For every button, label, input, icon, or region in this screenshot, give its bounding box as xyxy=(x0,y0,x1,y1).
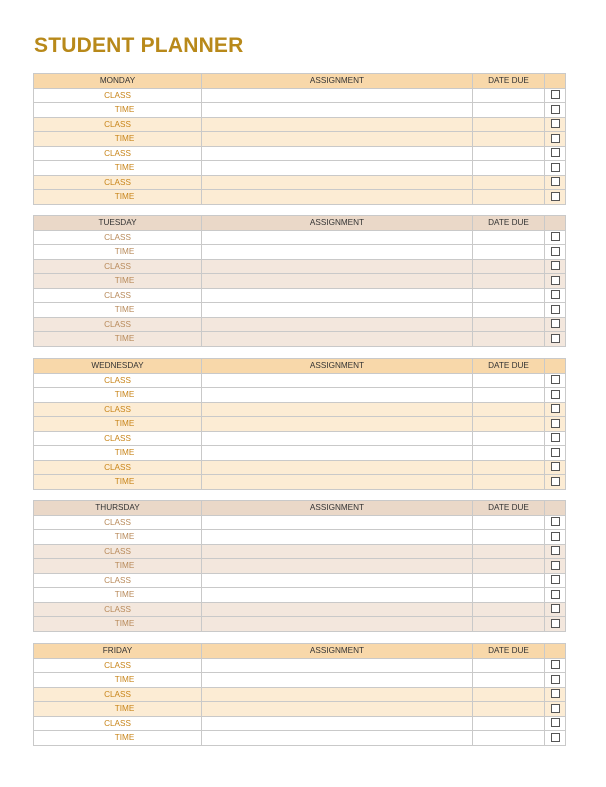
assignment-cell[interactable] xyxy=(202,446,473,461)
table-row xyxy=(34,716,566,731)
table-row xyxy=(34,146,566,161)
assignment-header: ASSIGNMENT xyxy=(202,644,473,659)
done-checkbox[interactable] xyxy=(551,604,560,613)
date-due-cell[interactable] xyxy=(473,716,545,731)
done-checkbox[interactable] xyxy=(551,232,560,241)
date-due-cell[interactable] xyxy=(473,658,545,673)
done-checkbox[interactable] xyxy=(551,404,560,413)
table-row xyxy=(34,190,566,205)
class-label: CLASS xyxy=(34,687,202,702)
class-label: CLASS xyxy=(34,402,202,417)
date-due-cell[interactable] xyxy=(473,103,545,118)
done-checkbox[interactable] xyxy=(551,462,560,471)
date-due-cell[interactable] xyxy=(473,731,545,746)
check-cell xyxy=(545,230,566,245)
time-label: TIME xyxy=(34,588,202,603)
day-table-wednesday xyxy=(33,358,566,490)
table-row xyxy=(34,303,566,318)
assignment-cell[interactable] xyxy=(202,475,473,490)
date-due-cell[interactable] xyxy=(473,417,545,432)
done-checkbox[interactable] xyxy=(551,305,560,314)
check-cell xyxy=(545,687,566,702)
day-header: TUESDAY xyxy=(34,216,202,231)
date-due-cell[interactable] xyxy=(473,132,545,147)
done-checkbox[interactable] xyxy=(551,718,560,727)
date-due-header: DATE DUE xyxy=(473,359,545,374)
check-cell xyxy=(545,103,566,118)
assignment-cell[interactable] xyxy=(202,332,473,347)
date-due-cell[interactable] xyxy=(473,373,545,388)
check-header xyxy=(545,501,566,516)
check-header xyxy=(545,216,566,231)
done-checkbox[interactable] xyxy=(551,192,560,201)
assignment-cell[interactable] xyxy=(202,117,473,132)
table-row xyxy=(34,417,566,432)
check-cell xyxy=(545,573,566,588)
table-row xyxy=(34,332,566,347)
date-due-cell[interactable] xyxy=(473,446,545,461)
time-label: TIME xyxy=(34,332,202,347)
day-header: THURSDAY xyxy=(34,501,202,516)
date-due-cell[interactable] xyxy=(473,588,545,603)
table-row xyxy=(34,544,566,559)
assignment-header: ASSIGNMENT xyxy=(202,501,473,516)
class-label: CLASS xyxy=(34,460,202,475)
check-cell xyxy=(545,475,566,490)
time-label: TIME xyxy=(34,274,202,289)
done-checkbox[interactable] xyxy=(551,90,560,99)
assignment-cell[interactable] xyxy=(202,617,473,632)
day-header: FRIDAY xyxy=(34,644,202,659)
check-cell xyxy=(545,602,566,617)
assignment-cell[interactable] xyxy=(202,175,473,190)
assignment-cell[interactable] xyxy=(202,245,473,260)
check-cell xyxy=(545,460,566,475)
table-header-row xyxy=(34,644,566,659)
done-checkbox[interactable] xyxy=(551,590,560,599)
done-checkbox[interactable] xyxy=(551,390,560,399)
check-cell xyxy=(545,373,566,388)
check-cell xyxy=(545,402,566,417)
table-row xyxy=(34,673,566,688)
table-row xyxy=(34,103,566,118)
date-due-cell[interactable] xyxy=(473,544,545,559)
date-due-cell[interactable] xyxy=(473,175,545,190)
time-label: TIME xyxy=(34,559,202,574)
check-cell xyxy=(545,731,566,746)
assignment-cell[interactable] xyxy=(202,373,473,388)
done-checkbox[interactable] xyxy=(551,733,560,742)
assignment-cell[interactable] xyxy=(202,716,473,731)
table-header-row xyxy=(34,501,566,516)
assignment-cell[interactable] xyxy=(202,303,473,318)
done-checkbox[interactable] xyxy=(551,619,560,628)
date-due-cell[interactable] xyxy=(473,288,545,303)
check-cell xyxy=(545,146,566,161)
class-label: CLASS xyxy=(34,431,202,446)
date-due-header: DATE DUE xyxy=(473,501,545,516)
check-cell xyxy=(545,559,566,574)
assignment-cell[interactable] xyxy=(202,274,473,289)
time-label: TIME xyxy=(34,530,202,545)
table-row xyxy=(34,460,566,475)
day-table-friday xyxy=(33,643,566,746)
time-label: TIME xyxy=(34,245,202,260)
date-due-cell[interactable] xyxy=(473,431,545,446)
date-due-cell[interactable] xyxy=(473,388,545,403)
check-cell xyxy=(545,303,566,318)
assignment-cell[interactable] xyxy=(202,673,473,688)
table-row xyxy=(34,317,566,332)
time-label: TIME xyxy=(34,303,202,318)
day-header: MONDAY xyxy=(34,74,202,89)
table-row xyxy=(34,245,566,260)
time-label: TIME xyxy=(34,475,202,490)
date-due-cell[interactable] xyxy=(473,687,545,702)
table-row xyxy=(34,731,566,746)
done-checkbox[interactable] xyxy=(551,546,560,555)
check-cell xyxy=(545,702,566,717)
assignment-cell[interactable] xyxy=(202,573,473,588)
assignment-cell[interactable] xyxy=(202,544,473,559)
check-cell xyxy=(545,190,566,205)
class-label: CLASS xyxy=(34,88,202,103)
check-cell xyxy=(545,117,566,132)
done-checkbox[interactable] xyxy=(551,561,560,570)
date-due-cell[interactable] xyxy=(473,190,545,205)
table-row xyxy=(34,475,566,490)
done-checkbox[interactable] xyxy=(551,290,560,299)
check-cell xyxy=(545,544,566,559)
date-due-cell[interactable] xyxy=(473,559,545,574)
date-due-cell[interactable] xyxy=(473,259,545,274)
check-cell xyxy=(545,515,566,530)
done-checkbox[interactable] xyxy=(551,532,560,541)
assignment-cell[interactable] xyxy=(202,402,473,417)
assignment-cell[interactable] xyxy=(202,731,473,746)
done-checkbox[interactable] xyxy=(551,261,560,270)
date-due-cell[interactable] xyxy=(473,460,545,475)
done-checkbox[interactable] xyxy=(551,704,560,713)
assignment-cell[interactable] xyxy=(202,146,473,161)
assignment-cell[interactable] xyxy=(202,317,473,332)
table-row xyxy=(34,402,566,417)
date-due-header: DATE DUE xyxy=(473,644,545,659)
assignment-cell[interactable] xyxy=(202,702,473,717)
table-row xyxy=(34,161,566,176)
table-row xyxy=(34,617,566,632)
class-label: CLASS xyxy=(34,658,202,673)
date-due-cell[interactable] xyxy=(473,573,545,588)
class-label: CLASS xyxy=(34,544,202,559)
check-cell xyxy=(545,317,566,332)
table-row xyxy=(34,373,566,388)
date-due-cell[interactable] xyxy=(473,332,545,347)
time-label: TIME xyxy=(34,388,202,403)
time-label: TIME xyxy=(34,702,202,717)
time-label: TIME xyxy=(34,103,202,118)
table-row xyxy=(34,117,566,132)
assignment-cell[interactable] xyxy=(202,161,473,176)
check-cell xyxy=(545,588,566,603)
table-row xyxy=(34,602,566,617)
assignment-cell[interactable] xyxy=(202,588,473,603)
date-due-cell[interactable] xyxy=(473,274,545,289)
date-due-cell[interactable] xyxy=(473,402,545,417)
check-cell xyxy=(545,417,566,432)
done-checkbox[interactable] xyxy=(551,163,560,172)
date-due-cell[interactable] xyxy=(473,146,545,161)
date-due-header: DATE DUE xyxy=(473,74,545,89)
done-checkbox[interactable] xyxy=(551,660,560,669)
done-checkbox[interactable] xyxy=(551,247,560,256)
table-header-row xyxy=(34,74,566,89)
table-row xyxy=(34,288,566,303)
time-label: TIME xyxy=(34,446,202,461)
done-checkbox[interactable] xyxy=(551,119,560,128)
time-label: TIME xyxy=(34,673,202,688)
class-label: CLASS xyxy=(34,602,202,617)
done-checkbox[interactable] xyxy=(551,689,560,698)
check-cell xyxy=(545,245,566,260)
time-label: TIME xyxy=(34,731,202,746)
time-label: TIME xyxy=(34,132,202,147)
assignment-cell[interactable] xyxy=(202,515,473,530)
date-due-cell[interactable] xyxy=(473,230,545,245)
class-label: CLASS xyxy=(34,175,202,190)
table-row xyxy=(34,446,566,461)
assignment-cell[interactable] xyxy=(202,460,473,475)
check-cell xyxy=(545,716,566,731)
date-due-header: DATE DUE xyxy=(473,216,545,231)
check-header xyxy=(545,644,566,659)
class-label: CLASS xyxy=(34,573,202,588)
check-cell xyxy=(545,332,566,347)
check-cell xyxy=(545,288,566,303)
time-label: TIME xyxy=(34,617,202,632)
done-checkbox[interactable] xyxy=(551,675,560,684)
time-label: TIME xyxy=(34,417,202,432)
assignment-cell[interactable] xyxy=(202,288,473,303)
table-row xyxy=(34,88,566,103)
date-due-cell[interactable] xyxy=(473,303,545,318)
assignment-cell[interactable] xyxy=(202,687,473,702)
check-cell xyxy=(545,446,566,461)
class-label: CLASS xyxy=(34,515,202,530)
table-header-row xyxy=(34,216,566,231)
assignment-header: ASSIGNMENT xyxy=(202,359,473,374)
table-row xyxy=(34,588,566,603)
time-label: TIME xyxy=(34,190,202,205)
class-label: CLASS xyxy=(34,259,202,274)
assignment-cell[interactable] xyxy=(202,417,473,432)
class-label: CLASS xyxy=(34,230,202,245)
table-row xyxy=(34,658,566,673)
table-row xyxy=(34,230,566,245)
table-row xyxy=(34,687,566,702)
table-row xyxy=(34,559,566,574)
assignment-cell[interactable] xyxy=(202,103,473,118)
date-due-cell[interactable] xyxy=(473,617,545,632)
done-checkbox[interactable] xyxy=(551,433,560,442)
done-checkbox[interactable] xyxy=(551,477,560,486)
assignment-cell[interactable] xyxy=(202,658,473,673)
day-table-thursday xyxy=(33,500,566,632)
check-cell xyxy=(545,530,566,545)
date-due-cell[interactable] xyxy=(473,317,545,332)
check-header xyxy=(545,359,566,374)
date-due-cell[interactable] xyxy=(473,530,545,545)
check-cell xyxy=(545,132,566,147)
class-label: CLASS xyxy=(34,716,202,731)
done-checkbox[interactable] xyxy=(551,375,560,384)
done-checkbox[interactable] xyxy=(551,105,560,114)
check-cell xyxy=(545,658,566,673)
done-checkbox[interactable] xyxy=(551,148,560,157)
table-row xyxy=(34,259,566,274)
check-cell xyxy=(545,175,566,190)
check-cell xyxy=(545,431,566,446)
done-checkbox[interactable] xyxy=(551,419,560,428)
class-label: CLASS xyxy=(34,317,202,332)
assignment-cell[interactable] xyxy=(202,88,473,103)
date-due-cell[interactable] xyxy=(473,702,545,717)
class-label: CLASS xyxy=(34,146,202,161)
assignment-cell[interactable] xyxy=(202,259,473,274)
check-cell xyxy=(545,617,566,632)
date-due-cell[interactable] xyxy=(473,673,545,688)
date-due-cell[interactable] xyxy=(473,245,545,260)
assignment-header: ASSIGNMENT xyxy=(202,216,473,231)
table-row xyxy=(34,274,566,289)
assignment-cell[interactable] xyxy=(202,190,473,205)
check-cell xyxy=(545,88,566,103)
check-cell xyxy=(545,259,566,274)
date-due-cell[interactable] xyxy=(473,117,545,132)
done-checkbox[interactable] xyxy=(551,276,560,285)
assignment-cell[interactable] xyxy=(202,602,473,617)
assignment-cell[interactable] xyxy=(202,530,473,545)
assignment-cell[interactable] xyxy=(202,230,473,245)
date-due-cell[interactable] xyxy=(473,602,545,617)
table-row xyxy=(34,431,566,446)
class-label: CLASS xyxy=(34,288,202,303)
class-label: CLASS xyxy=(34,117,202,132)
assignment-cell[interactable] xyxy=(202,431,473,446)
page-title: STUDENT PLANNER xyxy=(34,34,244,57)
assignment-cell[interactable] xyxy=(202,559,473,574)
done-checkbox[interactable] xyxy=(551,319,560,328)
date-due-cell[interactable] xyxy=(473,88,545,103)
assignment-cell[interactable] xyxy=(202,132,473,147)
table-row xyxy=(34,388,566,403)
table-row xyxy=(34,132,566,147)
done-checkbox[interactable] xyxy=(551,177,560,186)
check-cell xyxy=(545,161,566,176)
date-due-cell[interactable] xyxy=(473,475,545,490)
day-header: WEDNESDAY xyxy=(34,359,202,374)
check-cell xyxy=(545,274,566,289)
date-due-cell[interactable] xyxy=(473,161,545,176)
table-row xyxy=(34,530,566,545)
table-row xyxy=(34,702,566,717)
done-checkbox[interactable] xyxy=(551,334,560,343)
day-table-monday xyxy=(33,73,566,205)
done-checkbox[interactable] xyxy=(551,517,560,526)
time-label: TIME xyxy=(34,161,202,176)
check-cell xyxy=(545,388,566,403)
check-cell xyxy=(545,673,566,688)
day-table-tuesday xyxy=(33,215,566,347)
table-header-row xyxy=(34,359,566,374)
assignment-header: ASSIGNMENT xyxy=(202,74,473,89)
done-checkbox[interactable] xyxy=(551,448,560,457)
check-header xyxy=(545,74,566,89)
date-due-cell[interactable] xyxy=(473,515,545,530)
done-checkbox[interactable] xyxy=(551,575,560,584)
class-label: CLASS xyxy=(34,373,202,388)
table-row xyxy=(34,175,566,190)
table-row xyxy=(34,573,566,588)
assignment-cell[interactable] xyxy=(202,388,473,403)
table-row xyxy=(34,515,566,530)
done-checkbox[interactable] xyxy=(551,134,560,143)
